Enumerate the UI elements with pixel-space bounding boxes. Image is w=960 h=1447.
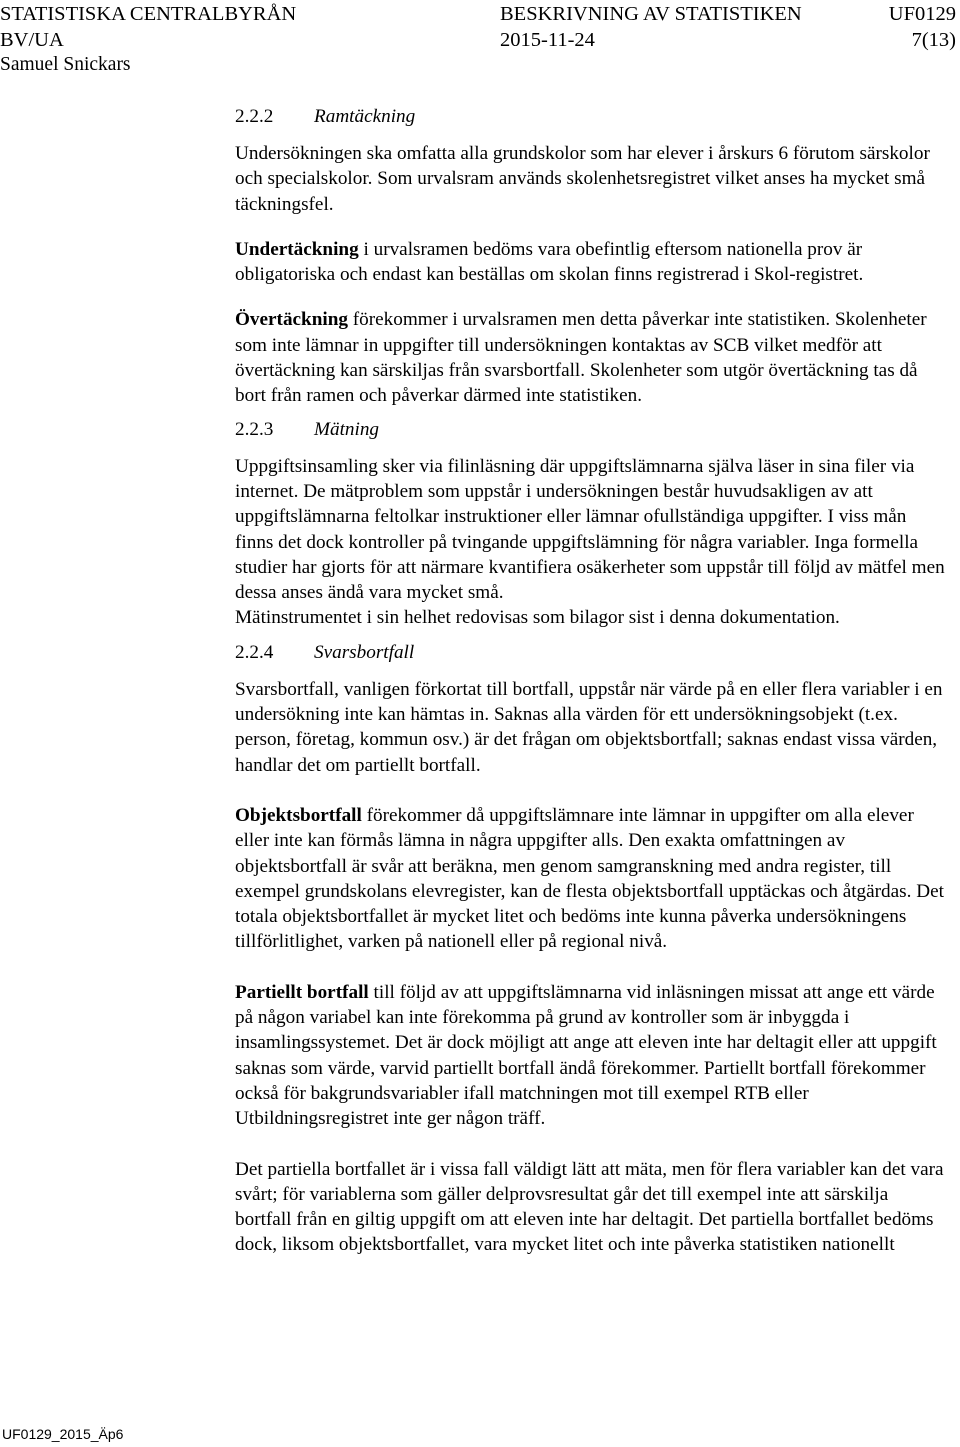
section-heading-svarsbortfall <box>235 640 947 665</box>
paragraph-svarsbortfall-definition: Svarsbortfall, vanligen förkortat till bortfall, uppstår när värde på en eller flera variabler i en undersökning inte kan hämtas in. Saknas alla värden för ett undersökningsobjekt (t.ex. person, företag, kommun osv.) är det frågan om objektsbortfall; saknas endast vissa värden, handlar det om partiellt bortfall. <box>235 678 943 776</box>
section-number: 2.2.4 <box>235 641 274 663</box>
header-product-code: UF0129 <box>888 3 956 25</box>
paragraph-text: till följd av att uppgiftslämnarna vid inläsningen missat att ange ett värde på någon variabel kan inte förekomma på grund av kontroller som är inbyggda i insamlingssystemet. Det är dock möjligt att ange att eleven inte har deltagit eller att uppgift saknas som värde, varvid partiellt bortfall ändå förekommer. Partiellt bortfall förekommer också för bakgrundsvariabler ifall matchningen mot till exempel RTB eller Utbildningsregistret inte ger någon träff. <box>235 981 937 1130</box>
paragraph-partiella-bortfallet: Det partiella bortfallet är i vissa fall väldigt lätt att mäta, men för flera variabler kan det vara svårt; för variablerna som gäller delprovsresultat går det till exempel inte att särskilja bortfall från en giltig uppgift om att eleven inte har deltagit. Det partiella bortfallet bedöms dock, liksom objektsbortfallet, vara mycket litet och inte påverka statistiken nationellt <box>235 1158 944 1256</box>
section-title: Svarsbortfall <box>314 641 415 663</box>
header-author: Samuel Snickars <box>0 54 131 75</box>
document-body <box>235 104 947 1258</box>
paragraph-partiellt-bortfall <box>235 980 947 1132</box>
header-doc-type: BESKRIVNING AV STATISTIKEN <box>500 3 802 25</box>
footer-document-code: UF0129_2015_Äp6 <box>2 1426 124 1442</box>
paragraph-text: förekommer i urvalsramen men detta påverkar inte statistiken. Skolenheter som inte lämnar in uppgifter till undersökningen kontaktas av SCB vilket medför att övertäckning kan särskiljas från svarsbortfall. Skolenheter som utgör övertäckning tas då bort från ramen och påverkar därmed inte statistiken. <box>235 309 927 407</box>
paragraph-undertackning <box>235 237 947 288</box>
header-department: BV/UA <box>0 29 64 51</box>
paragraph-ramtackning-scope: Undersökningen ska omfatta alla grundskolor som har elever i årskurs 6 förutom särskolor och specialskolor. Som urvalsram används skolenhetsregistret vilket anses ha mycket små täckningsfel. <box>235 143 930 215</box>
paragraph-matinstrumentet: Mätinstrumentet i sin helhet redovisas som bilagor sist i denna dokumentation. <box>235 607 840 629</box>
header-page-number: 7(13) <box>911 29 956 51</box>
paragraph-text: i urvalsramen bedöms vara obefintlig eftersom nationella prov är obligatoriska och endast kan beställas om skolan finns registrerad i Skol-registret. <box>235 238 864 286</box>
term-partiellt-bortfall: Partiellt bortfall <box>235 981 369 1003</box>
section-heading-ramtackning <box>235 104 947 129</box>
term-undertackning: Undertäckning <box>235 238 359 260</box>
term-objektsbortfall: Objektsbortfall <box>235 804 362 826</box>
paragraph-text: förekommer då uppgiftslämnare inte lämnar in uppgifter om alla elever eller inte kan förmås lämna in några uppgifter alls. Den exakta omfattningen av objektsbortfall är svår att beräkna, men genom samgranskning med andra register, till exempel grundskolans elevregister, kan de flesta objektsbortfall upptäckas och åtgärdas. Det totala objektsbortfallet är mycket litet och bedöms inte kunna påverka undersökningens tillförlitlighet, varken på nationell eller på regional nivå. <box>235 804 944 953</box>
paragraph-matning-uppgiftsinsamling: Uppgiftsinsamling sker via filinläsning där uppgiftslämnarna själva läser in sina filer via internet. De mätproblem som uppstår i undersökningen består huvudsakligen av att uppgiftslämnarna feltolkar instruktioner eller lämnar ofullständiga uppgifter. I viss mån finns det dock kontroller på tvingande uppgiftslämning för några variabler. Inga formella studier har gjorts för att närmare kvantifiera osäkerheter som uppstår till följd av mätfel men dessa anses ändå vara mycket små. <box>235 455 945 604</box>
section-title: Ramtäckning <box>314 106 416 127</box>
paragraph-overtackning <box>235 307 947 408</box>
section-title: Mätning <box>314 418 380 440</box>
section-heading-matning <box>235 417 947 442</box>
header-org: STATISTISKA CENTRALBYRÅN <box>0 3 297 25</box>
section-number: 2.2.2 <box>235 106 274 127</box>
section-number: 2.2.3 <box>235 418 274 440</box>
paragraph-objektsbortfall <box>235 803 947 955</box>
term-overtackning: Övertäckning <box>235 309 348 331</box>
header-date: 2015-11-24 <box>500 29 595 51</box>
